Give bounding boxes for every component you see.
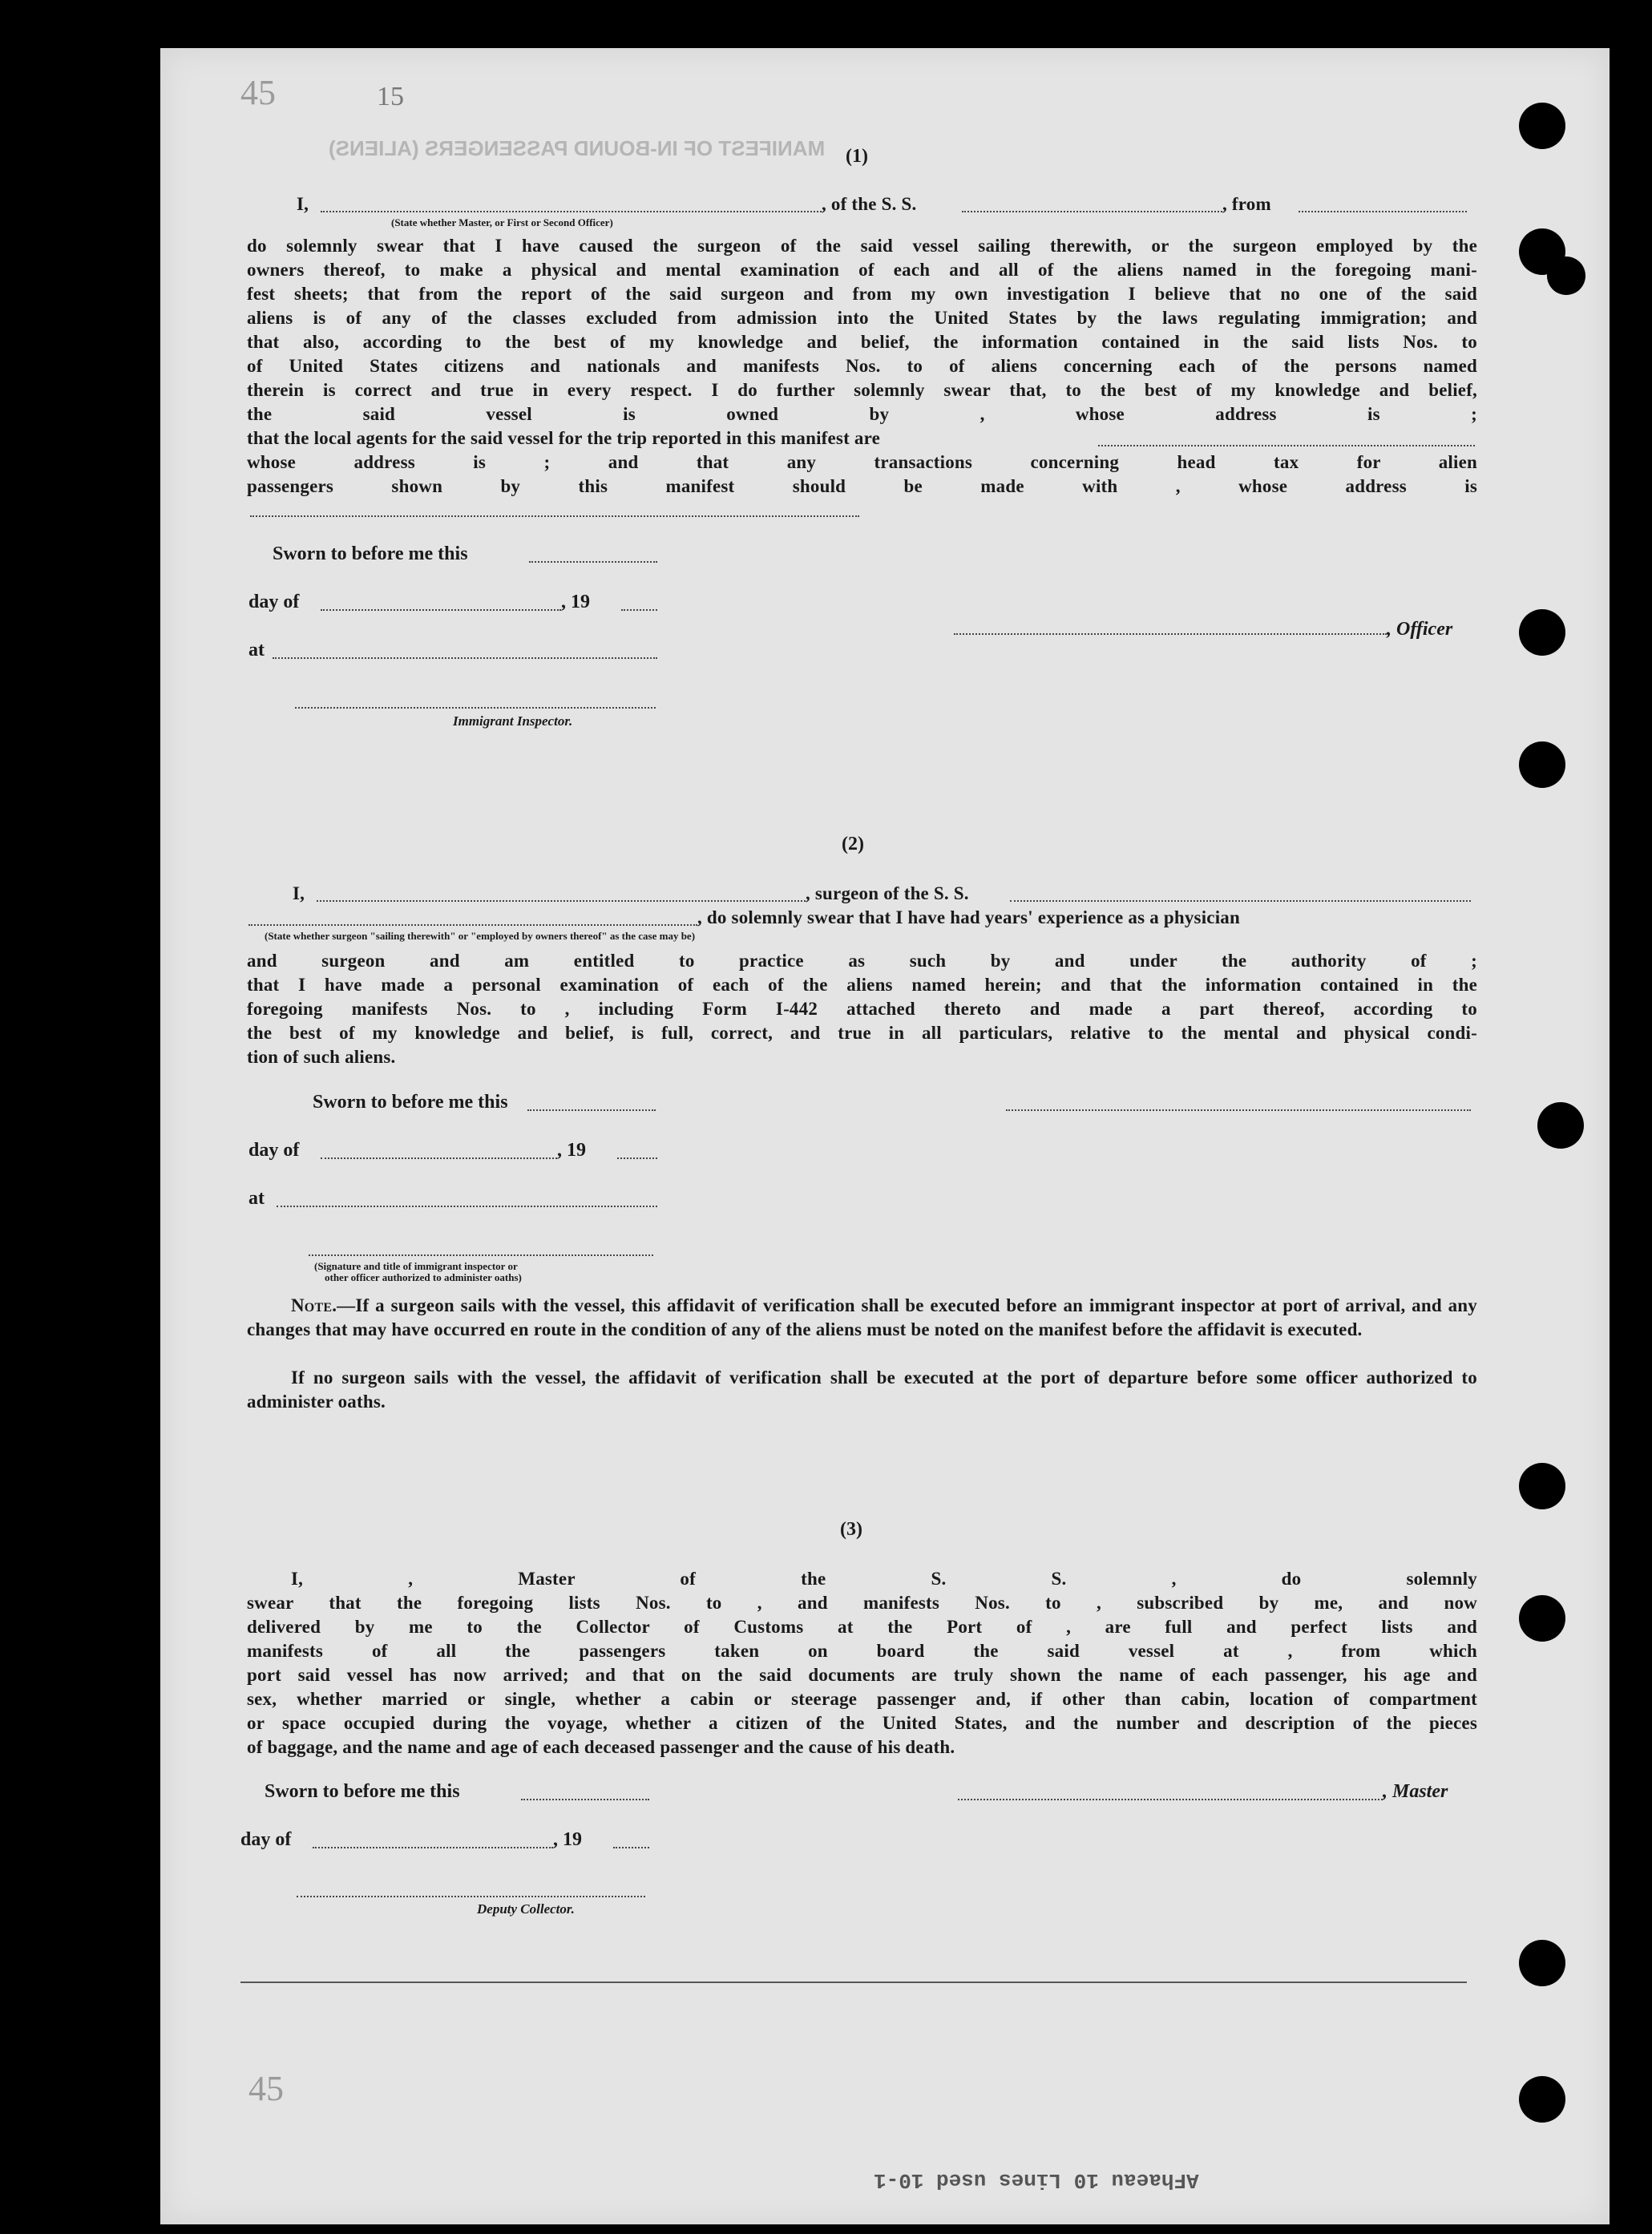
s1-from-label: , from bbox=[1222, 194, 1271, 214]
section-1-number: (1) bbox=[846, 146, 868, 167]
s2-day-label: day of bbox=[248, 1140, 300, 1161]
s1-inspector-label: Immigrant Inspector. bbox=[453, 713, 573, 729]
binder-hole bbox=[1519, 2076, 1565, 2123]
s1-body-line: do solemnly swear that I have caused the surgeon of the said vessel sailing therewith, or the surgeon employed by the bbox=[247, 236, 1477, 256]
s1-officer-name-field[interactable] bbox=[321, 211, 822, 212]
s1-at-field[interactable] bbox=[273, 657, 657, 659]
s1-officer-signature[interactable] bbox=[954, 633, 1387, 635]
s3-body-line: sex, whether married or single, whether a cabin or steerage passenger and, if other than cabin, location of compartment bbox=[247, 1689, 1477, 1709]
s2-year-label: , 19 bbox=[557, 1140, 586, 1161]
s2-body-line: foregoing manifests Nos. to , including Form I-442 attached thereto and made a part thereof, according to bbox=[247, 999, 1477, 1019]
s1-from-field[interactable] bbox=[1299, 211, 1467, 212]
s2-body-line: tion of such aliens. bbox=[247, 1047, 396, 1067]
s2-surgeon-signature[interactable] bbox=[1006, 1109, 1471, 1111]
binder-hole bbox=[1519, 1463, 1565, 1509]
s1-day-label: day of bbox=[248, 592, 300, 612]
page-number-bottom: 45 bbox=[248, 2069, 284, 2108]
s2-sworn-label: Sworn to before me this bbox=[313, 1092, 508, 1113]
s2-sworn-field[interactable] bbox=[527, 1109, 656, 1111]
s2-surgeon-name-field[interactable] bbox=[317, 900, 806, 902]
s1-body-line: whose address is ; and that any transactions concerning head tax for alien bbox=[247, 452, 1477, 472]
page-number-top: 45 bbox=[240, 73, 276, 112]
s1-of-ss-label: , of the S. S. bbox=[822, 194, 917, 214]
s3-year-label: , 19 bbox=[553, 1829, 582, 1850]
s1-i-label: I, bbox=[297, 194, 309, 214]
s3-day-label: day of bbox=[240, 1829, 292, 1850]
s3-body-line: I, , Master of the S. S. , do solemnly bbox=[291, 1569, 1477, 1589]
binder-hole bbox=[1537, 1102, 1584, 1149]
binder-hole bbox=[1547, 257, 1585, 295]
binder-hole bbox=[1519, 103, 1565, 149]
s2-surgeon-of-label: , surgeon of the S. S. bbox=[806, 883, 969, 903]
s1-body-line: that also, according to the best of my knowledge and belief, the information contained in the said lists Nos. to bbox=[247, 332, 1477, 352]
s2-line2: , do solemnly swear that I have had years' experience as a physician bbox=[697, 907, 1240, 927]
bottom-rule bbox=[240, 1982, 1467, 1983]
s1-body-line: aliens is of any of the classes excluded from admission into the United States by the laws regulating immigration; and bbox=[247, 308, 1477, 328]
s1-body-line: the said vessel is owned by , whose address is ; bbox=[247, 404, 1477, 424]
s1-vessel-field[interactable] bbox=[962, 211, 1222, 212]
s1-address-continuation[interactable] bbox=[250, 515, 859, 517]
s3-sworn-label: Sworn to before me this bbox=[265, 1781, 460, 1802]
s1-sworn-field[interactable] bbox=[529, 561, 657, 563]
section-2-number: (2) bbox=[842, 834, 864, 854]
s3-master-signature[interactable] bbox=[958, 1799, 1383, 1800]
s3-body-line: of baggage, and the name and age of each deceased passenger and the cause of his death. bbox=[247, 1737, 955, 1757]
s1-agents-field[interactable] bbox=[1098, 445, 1475, 446]
page-number-top-small: 15 bbox=[377, 82, 404, 111]
s2-year-field[interactable] bbox=[617, 1157, 657, 1159]
s3-body-line: port said vessel has now arrived; and that on the said documents are truly shown the name of each passenger, his age and bbox=[247, 1665, 1477, 1685]
s2-body-line: that I have made a personal examination of each of the aliens named herein; and that the information contained in the bbox=[247, 975, 1477, 995]
s1-year-label: , 19 bbox=[561, 592, 590, 612]
s3-body-line: or space occupied during the voyage, whether a citizen of the United States, and the number and description of the pieces bbox=[247, 1713, 1477, 1733]
s1-sworn-label: Sworn to before me this bbox=[273, 543, 468, 564]
s1-body-line: of United States citizens and nationals and manifests Nos. to of aliens concerning each of the persons named bbox=[247, 356, 1477, 376]
s3-body-line: delivered by me to the Collector of Customs at the Port of , are full and perfect lists and bbox=[247, 1617, 1477, 1637]
s2-inspector-signature[interactable] bbox=[309, 1254, 653, 1256]
s1-caption: (State whether Master, or First or Second Officer) bbox=[391, 216, 613, 228]
mirrored-bleed-through-note: AFhaeau 10 Lines used 10-1 bbox=[874, 2168, 1199, 2192]
s2-note bbox=[247, 1294, 1477, 1342]
s1-inspector-signature[interactable] bbox=[295, 707, 656, 709]
s1-year-field[interactable] bbox=[621, 609, 657, 611]
s1-day-field[interactable] bbox=[321, 609, 561, 611]
section-3-number: (3) bbox=[840, 1519, 862, 1540]
note-label: Note. bbox=[291, 1295, 337, 1315]
s2-note-2: If no surgeon sails with the vessel, the affidavit of verification shall be executed at the port of departure before some officer authorized to administer oaths. bbox=[247, 1367, 1477, 1412]
s1-at-label: at bbox=[248, 640, 265, 661]
s1-body-line: therein is correct and true in every respect. I do further solemnly swear that, to the best of my knowledge and belief, bbox=[247, 380, 1477, 400]
s2-status-field[interactable] bbox=[248, 924, 697, 926]
s1-body-line: owners thereof, to make a physical and mental examination of each and all of the aliens named in the foregoing mani- bbox=[247, 260, 1477, 280]
s2-signature-caption-1: (Signature and title of immigrant inspector or bbox=[314, 1260, 518, 1272]
binder-hole bbox=[1519, 1940, 1565, 1986]
s1-body-line: that the local agents for the said vessel for the trip reported in this manifest are bbox=[247, 428, 880, 448]
s1-body-line: passengers shown by this manifest should be made with , whose address is bbox=[247, 476, 1477, 496]
s3-deputy-label: Deputy Collector. bbox=[477, 1901, 575, 1917]
note-text: —If a surgeon sails with the vessel, this affidavit of verification shall be executed before an immigrant inspector at port of arrival, and any changes that may have occurred en route in the condition of any of the aliens must be noted on the manifest before the affidavit is executed. bbox=[247, 1295, 1477, 1339]
binder-hole bbox=[1519, 741, 1565, 788]
s2-i-label: I, bbox=[293, 883, 305, 903]
s2-signature-caption-2: other officer authorized to administer oaths) bbox=[325, 1271, 522, 1283]
s3-year-field[interactable] bbox=[613, 1847, 649, 1848]
s1-body-line: fest sheets; that from the report of the said surgeon and from my own investigation I believe that no one of the said bbox=[247, 284, 1477, 304]
s1-officer-label: , Officer bbox=[1387, 619, 1453, 640]
s2-body-line: and surgeon and am entitled to practice as such by and under the authority of ; bbox=[247, 951, 1477, 971]
s3-master-label: , Master bbox=[1383, 1781, 1448, 1802]
s2-vessel-field[interactable] bbox=[1010, 900, 1471, 902]
binder-hole bbox=[1519, 1595, 1565, 1642]
s3-sworn-field[interactable] bbox=[521, 1799, 649, 1800]
s2-at-field[interactable] bbox=[277, 1206, 657, 1207]
s3-deputy-signature[interactable] bbox=[297, 1896, 645, 1897]
bleed-through-header: MANIFEST OF IN-BOUND PASSENGERS (ALIENS) bbox=[329, 136, 826, 160]
s3-body-line: swear that the foregoing lists Nos. to , and manifests Nos. to , subscribed by me, and now bbox=[247, 1593, 1477, 1613]
s3-body-line: manifests of all the passengers taken on board the said vessel at , from which bbox=[247, 1641, 1477, 1661]
binder-hole bbox=[1519, 609, 1565, 656]
s2-at-label: at bbox=[248, 1188, 265, 1209]
s2-day-field[interactable] bbox=[321, 1157, 557, 1159]
s3-day-field[interactable] bbox=[313, 1847, 553, 1848]
s2-body-line: the best of my knowledge and belief, is full, correct, and true in all particulars, relative to the mental and physical condi- bbox=[247, 1023, 1477, 1043]
s2-caption: (State whether surgeon "sailing therewith" or "employed by owners thereof" as the case may be) bbox=[265, 930, 696, 942]
form-sheet bbox=[160, 48, 1610, 2224]
